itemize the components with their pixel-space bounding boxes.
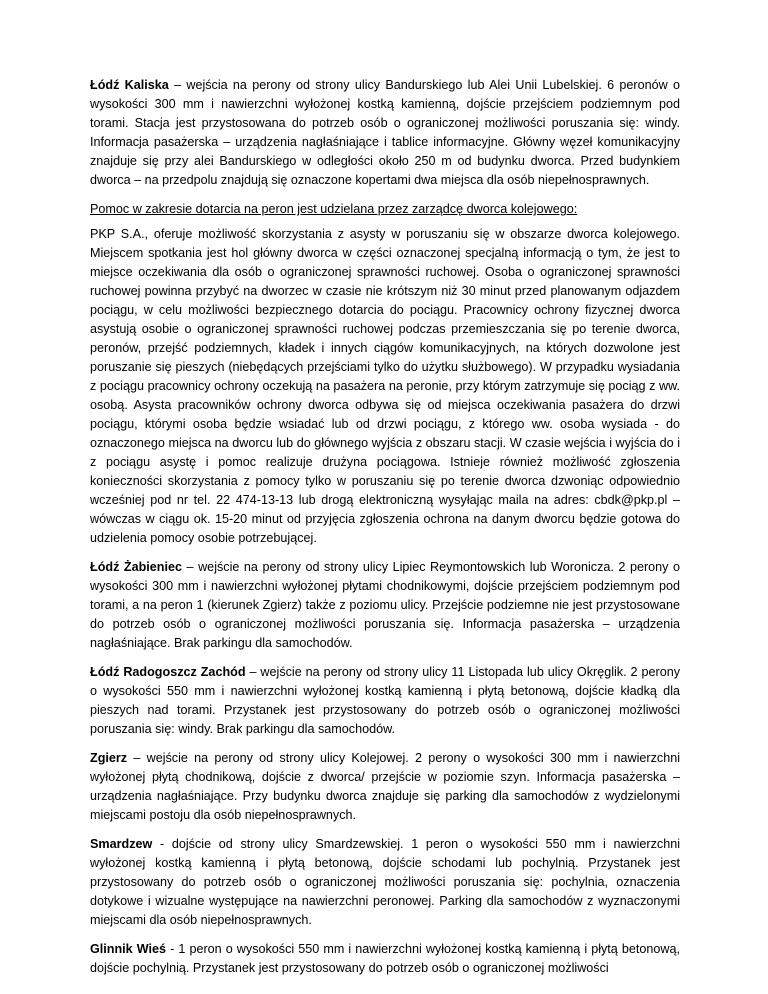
paragraph-zgierz [90,749,680,825]
station-name: Łódź Żabieniec [90,560,183,574]
station-name: Glinnik Wieś [90,942,167,956]
station-name: Łódź Radogoszcz Zachód [90,665,246,679]
paragraph-lodz-radogoszcz-zachod [90,663,680,739]
document-page [90,76,680,988]
paragraph-smardzew [90,835,680,930]
assistance-heading [90,200,680,219]
paragraph-text: – wejścia na perony od strony ulicy Bandurskiego lub Alei Unii Lubelskiej. 6 peronów o wysokości 300 mm i nawierzchni wyłożonej kostką kamienną, dojście przejściem podziemnym pod torami. Stacja jest przystosowana do potrzeb osób o ograniczonej możliwości poruszania się: windy. Informacja pasażerska – urządzenia nagłaśniające i tablice informacyjne. Główny węzeł komunikacyjny znajduje się przy alei Bandurskiego w odległości około 250 m od budynku dworca. Przed budynkiem dworca – na przedpolu znajdują się oznaczone kopertami dwa miejsca dla osób niepełnosprawnych. [90,78,681,187]
paragraph-text: – wejście na perony od strony ulicy 11 Listopada lub ulicy Okręglik. 2 perony o wysokości 550 mm i nawierzchni wyłożonej kostką kamienną i płytą betonową, dojście kładką dla pieszych nad torami. Przystanek jest przystosowany do potrzeb osób o ograniczonej możliwości poruszania się: windy. Brak parkingu dla samochodów. [90,665,681,736]
paragraph-text: PKP S.A., oferuje możliwość skorzystania z asysty w poruszaniu się w obszarze dworca kolejowego. Miejscem spotkania jest hol główny dworca w części oznaczonej specjalną informacją o tym, że jest to miejsce oczekiwania dla osób o ograniczonej sprawności ruchowej. Osoba o ograniczonej sprawności ruchowej powinna przybyć na dworzec w czasie nie krótszym niż 30 minut przed planowanym odjazdem pociągu, w celu możliwości bezpiecznego dotarcia do pociągu. Pracownicy ochrony fizycznej dworca asystują osobie o ograniczonej sprawności ruchowej podczas przemieszczania się po terenie dworca, peronów, przejść podziemnych, kładek i innych ciągów komunikacyjnych, na których dozwolone jest poruszanie się pieszych (niebędących przejściami tylko do użytku służbowego). W przypadku wysiadania z pociągu pracownicy ochrony oczekują na pasażera na peronie, przy którym zatrzymuje się pociąg z ww. osobą. Asysta pracowników ochrony dworca odbywa się od miejsca oczekiwania pasażera do drzwi pociągu, którymi osoba będzie wsiadać lub od drzwi pociągu, z którego ww. osoba wysiada - do oznaczonego miejsca na dworcu lub do głównego wyjścia z obszaru stacji. W czasie wejścia i wyjścia do i z pociągu asystę i pomoc realizuje drużyna pociągowa. Istnieje również możliwość zgłoszenia konieczności skorzystania z pomocy tylko w poruszaniu się po terenie dworca dzwoniąc odpowiednio wcześniej pod nr tel. 22 474-13-13 lub drogą elektroniczną wysyłając maila na adres: cbdk@pkp.pl –wówczas w ciągu ok. 15-20 minut od przyjęcia zgłoszenia ochrona na danym dworcu będzie gotowa do udzielenia pomocy osobie potrzebującej. [90,227,680,545]
paragraph-lodz-kaliska [90,76,680,190]
paragraph-text: – wejście na perony od strony ulicy Lipiec Reymontowskich lub Woronicza. 2 perony o wysokości 300 mm i nawierzchni wyłożonej płytami chodnikowymi, dojście przejściem podziemnym pod torami, a na peron 1 (kierunek Zgierz) także z poziomu ulicy. Przejście podziemne nie jest przystosowane do potrzeb osób o ograniczonej możliwości poruszania się. Informacja pasażerska – urządzenia nagłaśniające. Brak parkingu dla samochodów. [90,560,681,650]
paragraph-glinnik-wies [90,940,680,978]
paragraph-text: – wejście na perony od strony ulicy Kolejowej. 2 perony o wysokości 300 mm i nawierzchni wyłożonej płytą chodnikową, dojście z dworca/ przejście w poziomie szyn. Informacja pasażerska – urządzenia nagłaśniające. Przy budynku dworca znajduje się parking dla samochodów z wydzielonymi miejscami postoju dla osób niepełnosprawnych. [90,751,680,822]
paragraph-lodz-zabieniec [90,558,680,653]
paragraph-pkp-assistance [90,225,680,548]
paragraph-text: - dojście od strony ulicy Smardzewskiej. 1 peron o wysokości 550 mm i nawierzchni wyłożonej kostką kamienną i płytą betonową, dojście schodami lub pochylnią. Przystanek jest przystosowany do potrzeb osób o ograniczonej możliwości poruszania się: pochylnia, oznaczenia dotykowe i wizualne występujące na nawierzchni peronowej. Parking dla samochodów z wyznaczonymi miejscami dla osób niepełnosprawnych. [90,837,680,927]
station-name: Łódź Kaliska [90,78,169,92]
station-name: Zgierz [90,751,128,765]
paragraph-text: - 1 peron o wysokości 550 mm i nawierzchni wyłożonej kostką kamienną i płytą betonową, dojście pochylnią. Przystanek jest przystosowany do potrzeb osób o ograniczonej możliwości [90,942,680,975]
heading-text: Pomoc w zakresie dotarcia na peron jest udzielana przez zarządcę dworca kolejowego: [90,202,578,216]
station-name: Smardzew [90,837,153,851]
